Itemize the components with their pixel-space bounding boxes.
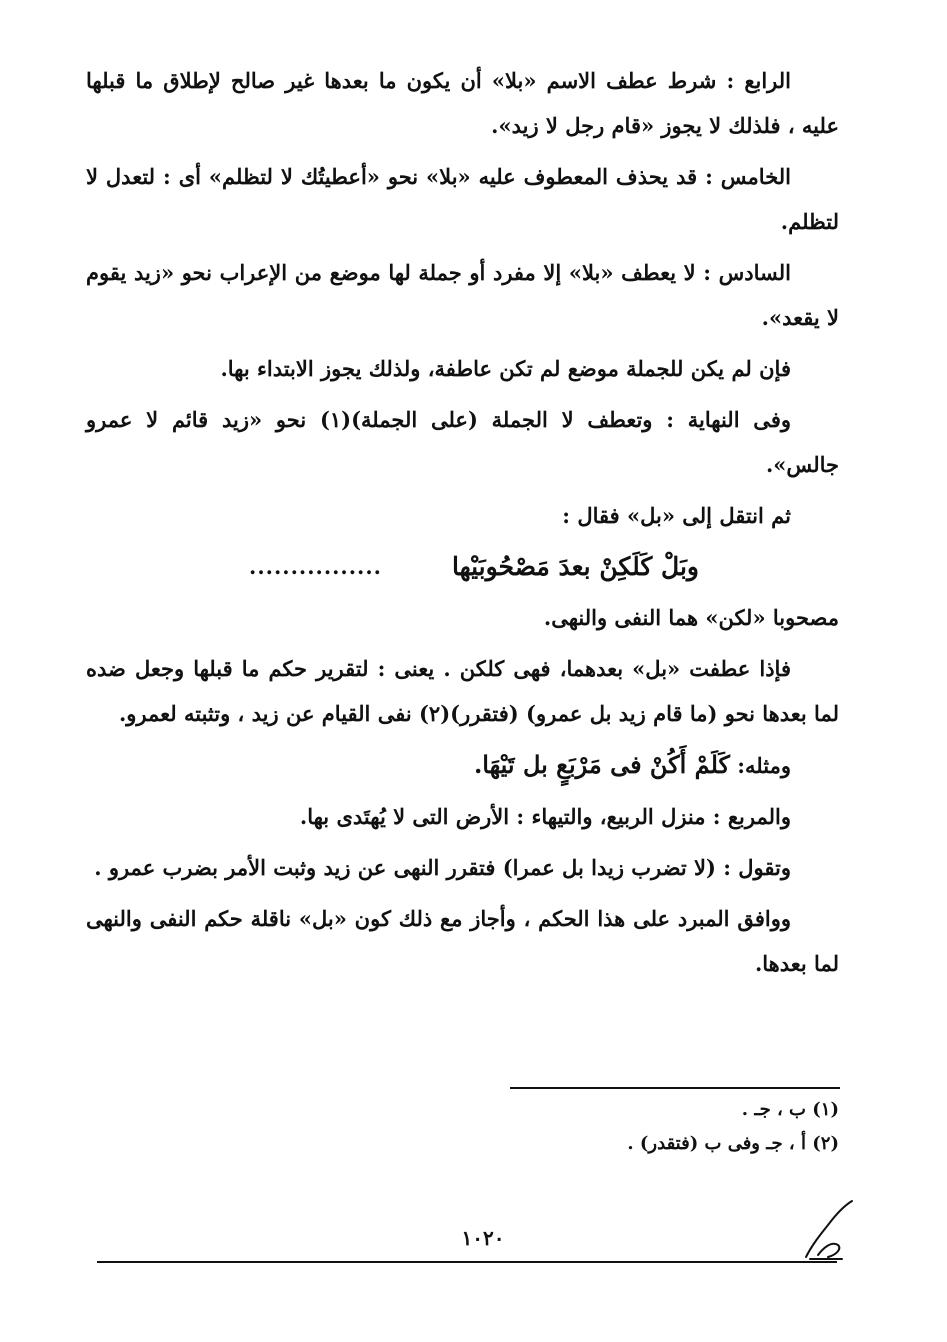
footnote-divider [510,1087,840,1089]
paragraph-mubarrad: ووافق المبرد على هذا الحكم ، وأجاز مع ذلك كون «بل» ناقلة حكم النفى والنهى لما بعدها. [86,906,839,976]
paragraph-masuhba-lakin: مصحوبا «لكن» هما النفى والنهى. [543,605,839,630]
footnotes [300,1093,839,1161]
verse-prefix: ومثله: [737,753,791,778]
paragraph-fifth-condition: الخامس : قد يحذف المعطوف عليه «بلا» نحو «أعطيتُك لا لتظلم» أى : لتعدل لا لتظلم. [86,164,839,234]
paragraph-la-tadrib: وتقول : (لا تضرب زيدا بل عمرا) فتقرر النهى عن زيد وثبت الأمر بضرب عمرو . [94,855,791,880]
footnote-1: (١) ب ، جـ . [741,1099,839,1120]
paragraph-sixth-condition: السادس : لا يعطف «بلا» إلا مفرد أو جملة لها موضع من الإعراب نحو «زيد يقوم لا يقعد». [86,260,839,330]
paragraph-marbaa-definition: والمربع : منزل الربيع، والتيهاء : الأرض التى لا يُهتَدى بها. [299,804,791,829]
page-number: ١٠٢٠ [461,1226,505,1250]
footnote-2: (٢) أ ، جـ وفى ب (فتقدر) . [627,1133,839,1154]
verse-text: وبَلْ كَلَكِنْ بعدَ مَصْحُوبَيْها [452,552,699,581]
verse-text: كَلَمْ أَكُنْ فى مَرْبَعٍ بل تَيْهَا. [473,750,730,779]
main-text [86,58,839,986]
paragraph-bal-after: فإذا عطفت «بل» بعدهما، فهى كلكن . يعنى : لتقرير حكم ما قبلها وجعل ضده لما بعدها نحو (ما قام زيد بل عمرو) (فتقرر)(٢) نفى القيام عن زيد ، وتثبته لعمرو. [86,656,839,726]
bottom-divider [97,1261,837,1263]
handwritten-signature-icon [798,1195,858,1265]
verse-line-2 [86,742,839,788]
verse-line-1 [86,544,839,589]
verse-ellipsis: ................ [249,554,382,579]
paragraph-fourth-condition: الرابع : شرط عطف الاسم «بلا» أن يكون ما بعدها غير صالح لإطلاق ما قبلها عليه ، فلذلك لا يجوز «قام رجل لا زيد». [86,68,839,138]
paragraph-nihaya: وفى النهاية : وتعطف لا الجملة (على الجملة)(١) نحو «زيد قائم لا عمرو جالس». [86,407,839,477]
paragraph-transition-bal: ثم انتقل إلى «بل» فقال : [562,503,791,528]
paragraph-no-position: فإن لم يكن للجملة موضع لم تكن عاطفة، ولذلك يجوز الابتداء بها. [220,356,791,381]
